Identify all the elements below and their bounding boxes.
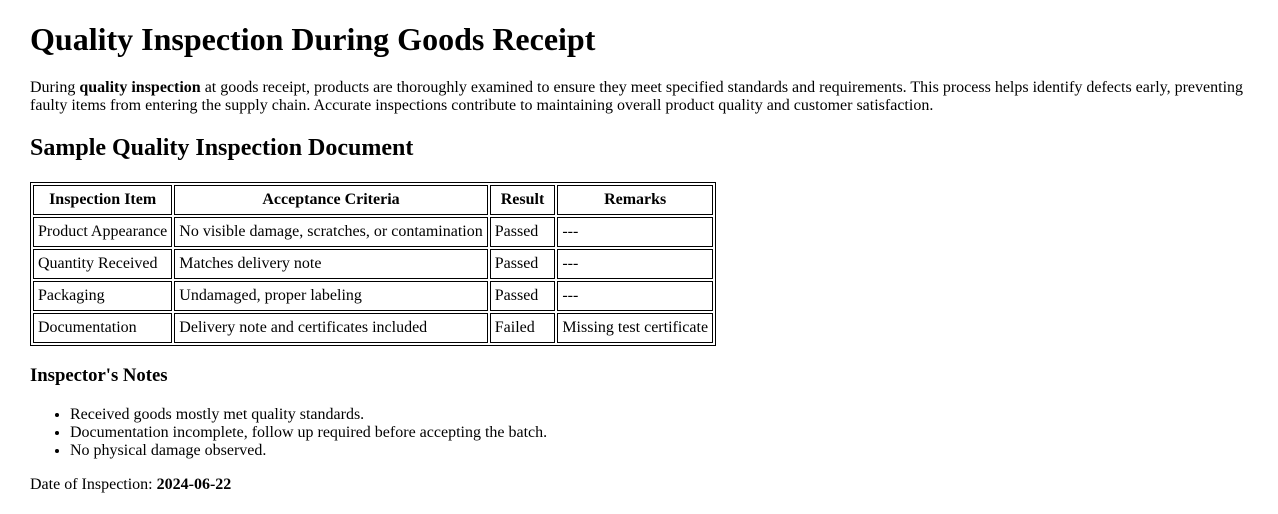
cell-item: Packaging — [33, 281, 172, 311]
cell-result: Passed — [490, 281, 556, 311]
intro-bold-term: quality inspection — [79, 79, 201, 96]
column-header-remarks: Remarks — [557, 185, 713, 215]
column-header-inspection-item: Inspection Item — [33, 185, 172, 215]
table-row-quantity-received — [33, 249, 713, 279]
table-header-row — [33, 185, 713, 215]
column-header-result: Result — [490, 185, 556, 215]
inspection-table — [30, 182, 716, 346]
intro-text-prefix: During — [30, 79, 80, 96]
cell-result: Passed — [490, 249, 556, 279]
cell-item: Product Appearance — [33, 217, 172, 247]
page-title: Quality Inspection During Goods Receipt — [30, 21, 596, 57]
column-header-acceptance-criteria: Acceptance Criteria — [174, 185, 487, 215]
cell-item: Quantity Received — [33, 249, 172, 279]
cell-remarks: --- — [557, 281, 713, 311]
table-row-product-appearance — [33, 217, 713, 247]
table-row-packaging — [33, 281, 713, 311]
intro-text-suffix: at goods receipt, products are thoroughly examined to ensure they meet specified standards and requirements. This process helps identify defects early, preventing faulty items from entering the supply chain. Accurate inspections contribute to maintaining overall product quality and customer satisfaction. — [30, 79, 1244, 114]
section-title-sample-document: Sample Quality Inspection Document — [30, 135, 414, 161]
inspection-date-line — [30, 476, 1248, 494]
cell-remarks: --- — [557, 217, 713, 247]
inspector-notes-list — [30, 406, 1248, 460]
note-item: • No physical damage observed. — [70, 442, 1248, 460]
cell-criteria: Undamaged, proper labeling — [174, 281, 487, 311]
date-value: 2024-06-22 — [156, 476, 232, 493]
note-item: • Received goods mostly met quality standards. — [70, 406, 1248, 424]
notes-title: Inspector's Notes — [30, 365, 168, 386]
cell-result: Failed — [490, 313, 556, 343]
cell-criteria: Matches delivery note — [174, 249, 487, 279]
cell-result: Passed — [490, 217, 556, 247]
cell-item: Documentation — [33, 313, 172, 343]
cell-remarks: Missing test certificate — [557, 313, 713, 343]
note-item: • Documentation incomplete, follow up required before accepting the batch. — [70, 424, 1248, 442]
intro-paragraph — [30, 79, 1248, 115]
cell-criteria: No visible damage, scratches, or contamination — [174, 217, 487, 247]
table-row-documentation — [33, 313, 713, 343]
cell-criteria: Delivery note and certificates included — [174, 313, 487, 343]
date-label: Date of Inspection: — [30, 476, 157, 493]
cell-remarks: --- — [557, 249, 713, 279]
